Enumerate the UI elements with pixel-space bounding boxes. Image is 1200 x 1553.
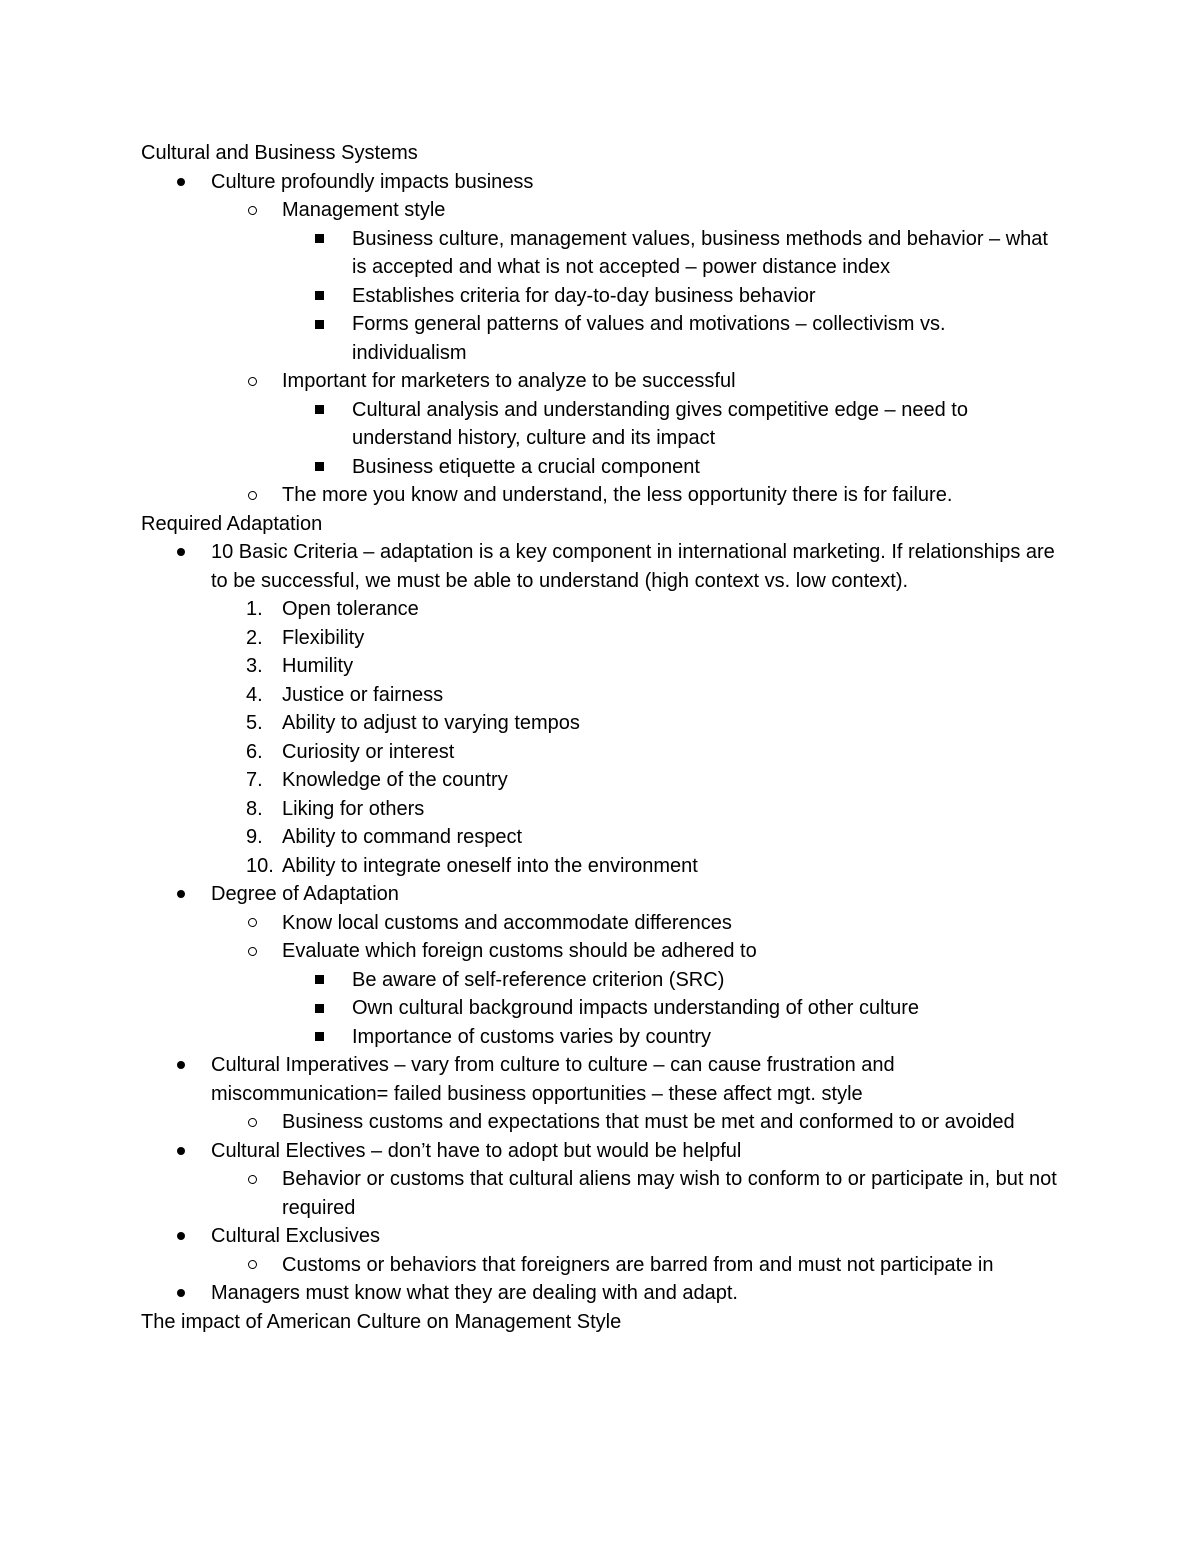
numbered-item <box>141 852 1061 881</box>
circle-bullet-icon <box>248 937 257 966</box>
document-body <box>141 139 1061 1336</box>
list-item-text: Cultural Exclusives <box>211 1225 380 1247</box>
square-bullet-icon <box>315 966 324 995</box>
list-item-text: The more you know and understand, the less opportunity there is for failure. <box>282 484 953 506</box>
list-item-text: Customs or behaviors that foreigners are barred from and must not participate in <box>282 1253 994 1276</box>
list-item <box>141 909 1061 938</box>
list-item-text: Culture profoundly impacts business <box>211 170 534 193</box>
list-item-text: Curiosity or interest <box>282 740 455 763</box>
item-number: 7. <box>246 769 263 791</box>
list-item-text: Importance of customs varies by country <box>352 1025 712 1048</box>
section-heading: The impact of American Culture on Management Style <box>141 1310 622 1333</box>
list-item-text: Liking for others <box>282 797 425 820</box>
square-bullet-icon <box>315 282 324 311</box>
circle-bullet-icon <box>248 909 257 938</box>
item-number: 10. <box>246 854 274 877</box>
list-item <box>141 1165 1061 1222</box>
item-number: 6. <box>246 740 263 763</box>
list-item <box>141 1023 1061 1052</box>
square-bullet-icon <box>315 225 324 254</box>
list-item-text: Justice or fairness <box>282 683 444 706</box>
list-item <box>141 196 1061 225</box>
item-number: 9. <box>246 826 263 848</box>
bullet-icon <box>177 1279 185 1308</box>
item-number: 1. <box>246 598 263 620</box>
list-item-text: Ability to command respect <box>282 826 523 848</box>
numbered-item <box>141 681 1061 710</box>
list-item <box>141 396 1061 453</box>
circle-bullet-icon <box>248 196 257 225</box>
list-item-text: Knowledge of the country <box>282 769 508 791</box>
list-item <box>141 1222 1061 1251</box>
numbered-item <box>141 823 1061 852</box>
list-item-text: Business customs and expectations that must be met and conformed to or avoided <box>282 1111 1015 1133</box>
list-item-text: Managers must know what they are dealing with and adapt. <box>211 1282 738 1304</box>
square-bullet-icon <box>315 310 324 339</box>
section-heading: Required Adaptation <box>141 512 323 535</box>
list-item-text: Cultural Electives – don’t have to adopt but would be helpful <box>211 1139 742 1162</box>
numbered-item <box>141 766 1061 795</box>
section-heading: Cultural and Business Systems <box>141 142 418 164</box>
numbered-item <box>141 709 1061 738</box>
list-item <box>141 1051 1061 1108</box>
list-item-text: Behavior or customs that cultural aliens may wish to conform to or participate in, but not required <box>282 1168 1057 1219</box>
item-number: 8. <box>246 797 263 820</box>
list-item-text: Flexibility <box>282 626 365 649</box>
list-item <box>141 1108 1061 1137</box>
bullet-icon <box>177 1051 185 1080</box>
list-item-text: Important for marketers to analyze to be successful <box>282 370 736 392</box>
list-item-text: Ability to adjust to varying tempos <box>282 712 580 734</box>
list-item <box>141 168 1061 197</box>
bullet-icon <box>177 1222 185 1251</box>
bullet-icon <box>177 1137 185 1166</box>
list-item-text: Establishes criteria for day-to-day business behavior <box>352 284 816 307</box>
square-bullet-icon <box>315 994 324 1023</box>
list-item-text: Management style <box>282 199 446 221</box>
list-item-text: Be aware of self-reference criterion (SRC) <box>352 968 725 991</box>
bullet-icon <box>177 168 185 197</box>
list-item <box>141 880 1061 909</box>
item-number: 2. <box>246 626 263 649</box>
circle-bullet-icon <box>248 1251 257 1280</box>
list-item-text: Own cultural background impacts understanding of other culture <box>352 997 919 1019</box>
list-item-text: Business etiquette a crucial component <box>352 455 700 478</box>
list-item <box>141 1137 1061 1166</box>
numbered-item <box>141 595 1061 624</box>
list-item <box>141 282 1061 311</box>
item-number: 4. <box>246 683 263 706</box>
list-item-text: Cultural Imperatives – vary from culture to culture – can cause frustration and miscommunication= failed business opportunities – these affect mgt. style <box>211 1054 895 1105</box>
list-item-text: Degree of Adaptation <box>211 883 399 905</box>
bullet-icon <box>177 880 185 909</box>
list-item-text: Forms general patterns of values and motivations – collectivism vs. individualism <box>352 313 946 364</box>
item-number: 3. <box>246 655 263 677</box>
circle-bullet-icon <box>248 1108 257 1137</box>
list-item <box>141 994 1061 1023</box>
numbered-item <box>141 624 1061 653</box>
circle-bullet-icon <box>248 367 257 396</box>
numbered-item <box>141 738 1061 767</box>
numbered-item <box>141 795 1061 824</box>
item-number: 5. <box>246 712 263 734</box>
square-bullet-icon <box>315 1023 324 1052</box>
circle-bullet-icon <box>248 481 257 510</box>
list-item-text: Business culture, management values, business methods and behavior – what is accepted and what is not accepted – power distance index <box>352 227 1048 278</box>
list-item <box>141 937 1061 966</box>
list-item-text: Know local customs and accommodate differences <box>282 911 732 934</box>
list-item <box>141 1279 1061 1308</box>
list-item <box>141 225 1061 282</box>
bullet-icon <box>177 538 185 567</box>
list-item <box>141 481 1061 510</box>
list-item-text: Cultural analysis and understanding gives competitive edge – need to understand history, culture and its impact <box>352 398 968 449</box>
list-item <box>141 538 1061 595</box>
list-item-text: Open tolerance <box>282 598 419 620</box>
list-item-text: Ability to integrate oneself into the environment <box>282 854 698 877</box>
numbered-item <box>141 652 1061 681</box>
list-item <box>141 1251 1061 1280</box>
list-item <box>141 367 1061 396</box>
circle-bullet-icon <box>248 1165 257 1194</box>
list-item-text: Evaluate which foreign customs should be adhered to <box>282 940 757 962</box>
list-item <box>141 310 1061 367</box>
list-item-text: 10 Basic Criteria – adaptation is a key component in international marketing. If relationships are to be successful, we must be able to understand (high context vs. low context). <box>211 541 1055 592</box>
square-bullet-icon <box>315 453 324 482</box>
list-item <box>141 453 1061 482</box>
list-item <box>141 966 1061 995</box>
square-bullet-icon <box>315 396 324 425</box>
list-item-text: Humility <box>282 655 354 677</box>
